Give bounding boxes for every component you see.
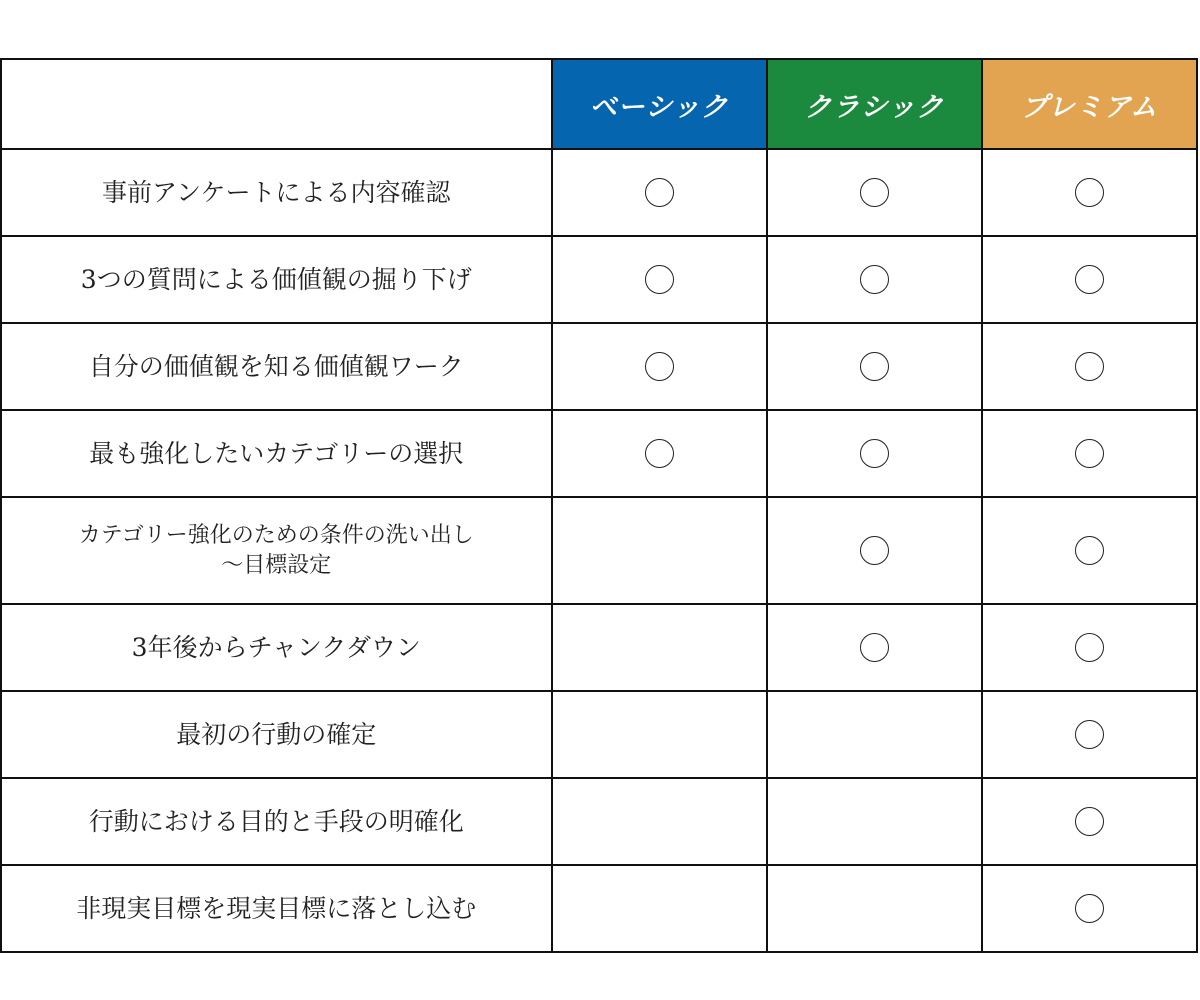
plan-cell [552,410,767,497]
feature-label [1,497,552,604]
plan-cell [982,497,1197,604]
table-row [1,149,1197,236]
table-row [1,778,1197,865]
plan-cell [982,236,1197,323]
check-circle-icon [1075,178,1104,207]
check-circle-icon [1075,633,1104,662]
plan-cell [982,865,1197,952]
check-circle-icon [1075,720,1104,749]
feature-label-line: 事前アンケートによる内容確認 [102,177,451,207]
feature-label [1,236,552,323]
feature-label-line: 〜目標設定 [221,552,332,578]
header-row [1,59,1197,149]
plan-cell [552,323,767,410]
plan-cell [982,149,1197,236]
feature-label [1,604,552,691]
check-circle-icon [1075,894,1104,923]
feature-label [1,149,552,236]
table-row [1,865,1197,952]
plan-header-premium: プレミアム [982,59,1197,149]
plan-cell [552,149,767,236]
plan-cell [552,236,767,323]
check-circle-icon [860,439,889,468]
feature-list [1,149,1197,952]
corner-cell [1,59,552,149]
table-row [1,410,1197,497]
feature-label-line: 最初の行動の確定 [176,719,377,749]
table-row [1,691,1197,778]
check-circle-icon [860,265,889,294]
check-circle-icon [1075,265,1104,294]
plan-cell [982,604,1197,691]
plan-cell [767,604,982,691]
plan-cell [767,149,982,236]
feature-label [1,778,552,865]
feature-label-line: 非現実目標を現実目標に落とし込む [76,893,477,923]
plan-comparison-table [0,58,1198,953]
table-row [1,497,1197,604]
feature-label [1,323,552,410]
plan-cell [982,323,1197,410]
check-circle-icon [645,352,674,381]
check-circle-icon [645,439,674,468]
feature-label-line: 3年後からチャンクダウン [131,632,421,662]
check-circle-icon [860,633,889,662]
check-circle-icon [1075,807,1104,836]
feature-label-line: 行動における目的と手段の明確化 [88,806,464,836]
check-circle-icon [645,265,674,294]
check-circle-icon [1075,439,1104,468]
table-row [1,236,1197,323]
check-circle-icon [860,178,889,207]
plan-cell [767,323,982,410]
feature-label [1,865,552,952]
check-circle-icon [860,536,889,565]
feature-label-line: 自分の価値観を知る価値観ワーク [88,351,464,381]
plan-cell [767,778,982,865]
check-circle-icon [1075,536,1104,565]
plan-cell [552,691,767,778]
plan-cell [767,497,982,604]
feature-label-line: カテゴリー強化のための条件の洗い出し [78,522,474,548]
plan-cell [982,778,1197,865]
feature-label [1,410,552,497]
check-circle-icon [645,178,674,207]
plan-cell [552,778,767,865]
table-row [1,323,1197,410]
plan-cell [982,410,1197,497]
plan-cell [767,410,982,497]
plan-header-classic: クラシック [767,59,982,149]
plan-cell [552,497,767,604]
plan-cell [767,691,982,778]
feature-label-line: 最も強化したいカテゴリーの選択 [89,438,464,468]
feature-label-line: 3つの質問による価値観の掘り下げ [80,264,472,294]
plan-cell [767,865,982,952]
check-circle-icon [1075,352,1104,381]
plan-header-basic: ベーシック [552,59,767,149]
table-row [1,604,1197,691]
plan-cell [982,691,1197,778]
check-circle-icon [860,352,889,381]
plan-cell [552,604,767,691]
plan-cell [552,865,767,952]
plan-cell [767,236,982,323]
feature-label [1,691,552,778]
